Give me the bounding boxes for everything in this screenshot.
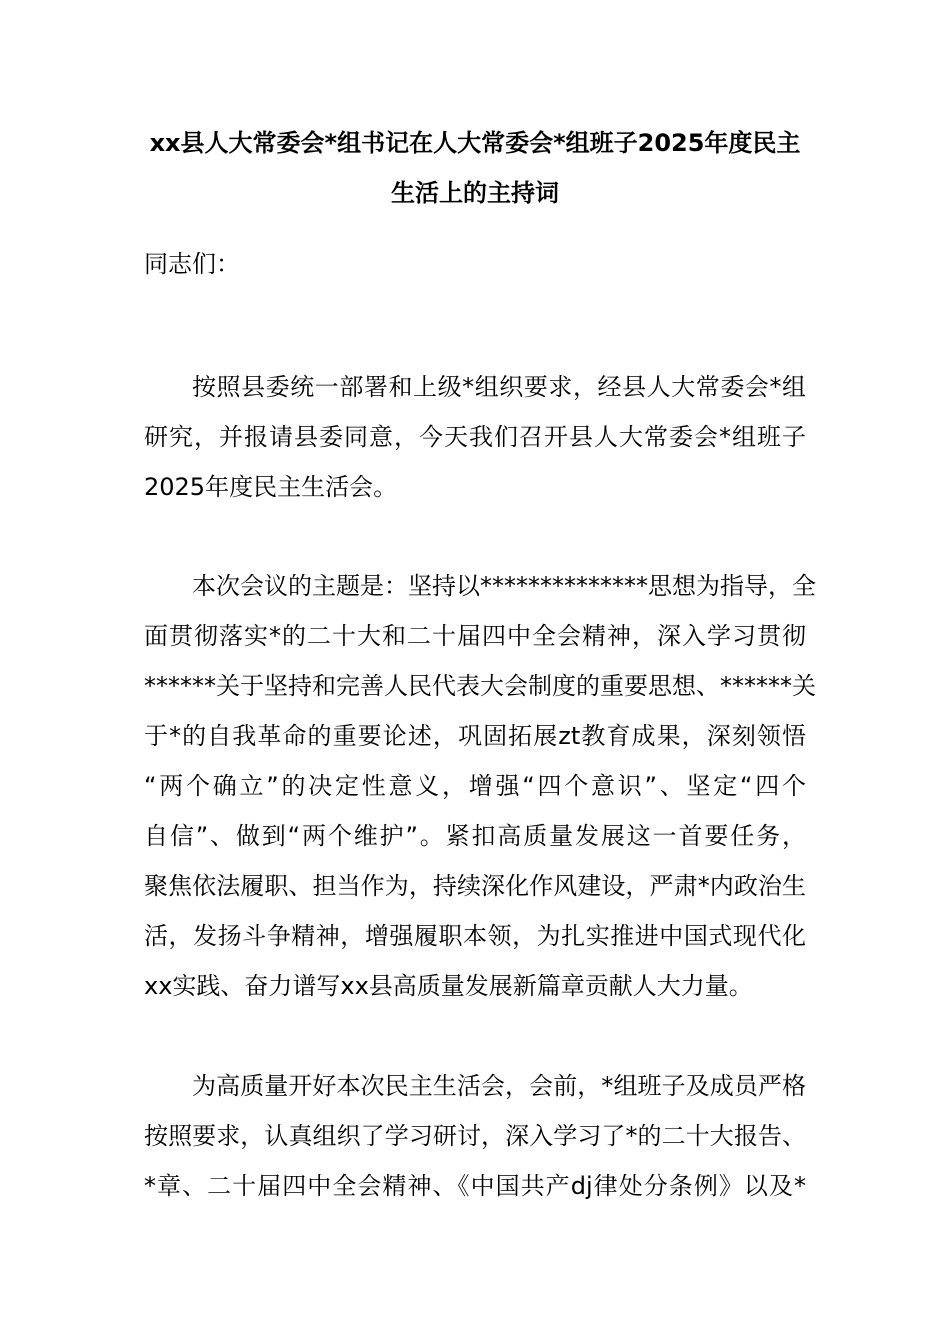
title-line-2: 生活上的主持词	[391, 179, 559, 207]
paragraph-3	[144, 1061, 806, 1211]
paragraph-line: xx实践、奋力谱写xx县高质量发展新篇章贡献人大力量。	[144, 972, 753, 1000]
paragraph-line: “两个确立”的决定性意义，增强“四个意识”、坚定“四个	[144, 772, 806, 800]
salutation: 同志们：	[144, 250, 240, 278]
paragraph-line: ******关于坚持和完善人民代表大会制度的重要思想、******关	[144, 672, 816, 700]
paragraph-line: 本次会议的主题是：坚持以**************思想为指导，全	[192, 572, 816, 600]
paragraph-line: 研究，并报请县委同意，今天我们召开县人大常委会*组班子	[144, 423, 806, 451]
paragraph-line: 于*的自我革命的重要论述，巩固拓展zt教育成果，深刻领悟	[144, 722, 806, 750]
paragraph-2	[144, 561, 816, 1011]
paragraph-line: 2025年度民主生活会。	[144, 473, 398, 501]
paragraph-line: 为高质量开好本次民主生活会，会前，*组班子及成员严格	[192, 1072, 806, 1100]
paragraph-line: 按照县委统一部署和上级*组织要求，经县人大常委会*组	[192, 373, 806, 401]
paragraph-line: 自信”、做到“两个维护”。紧扣高质量发展这一首要任务，	[144, 822, 806, 850]
paragraph-line: *章、二十届四中全会精神、《中国共产dj律处分条例》以及*	[144, 1172, 806, 1200]
document-title	[144, 118, 806, 218]
title-line-1: xx县人大常委会*组书记在人大常委会*组班子2025年度民主	[149, 129, 801, 157]
paragraph-line: 按照要求，认真组织了学习研讨，深入学习了*的二十大报告、	[144, 1122, 806, 1150]
paragraph-line: 面贯彻落实*的二十大和二十届四中全会精神，深入学习贯彻	[144, 622, 806, 650]
paragraph-1	[144, 362, 806, 512]
paragraph-line: 聚焦依法履职、担当作为，持续深化作风建设，严肃*内政治生	[144, 872, 806, 900]
paragraph-line: 活，发扬斗争精神，增强履职本领，为扎实推进中国式现代化	[144, 922, 806, 950]
